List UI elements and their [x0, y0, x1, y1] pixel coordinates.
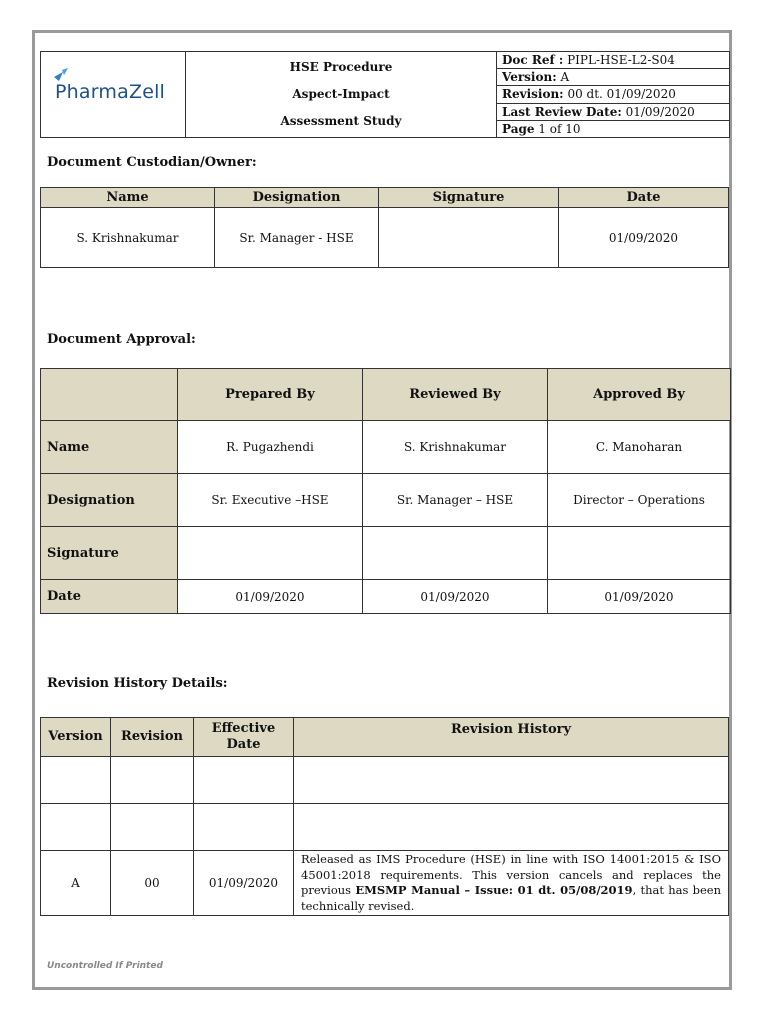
table-cell — [41, 804, 111, 851]
table-cell: S. Krishnakumar — [41, 208, 215, 268]
column-header: Effective Date — [194, 718, 294, 757]
approval-table — [40, 368, 731, 614]
table-cell: 00 — [111, 851, 194, 916]
logo-cell — [41, 52, 186, 138]
revision-table — [40, 717, 729, 916]
table-cell: R. Pugazhendi — [178, 421, 363, 474]
table-row — [41, 804, 729, 851]
table-cell — [178, 527, 363, 580]
custodian-heading: Document Custodian/Owner: — [47, 155, 257, 170]
column-header: Name — [41, 188, 215, 208]
column-header: Reviewed By — [363, 369, 548, 421]
table-row — [41, 527, 731, 580]
table-cell — [548, 527, 731, 580]
column-header: Prepared By — [178, 369, 363, 421]
document-title: HSE Procedure Aspect-Impact Assessment Study — [186, 52, 497, 138]
table-cell: 01/09/2020 — [548, 580, 731, 614]
doc-ref: Doc Ref : PIPL-HSE-L2-S04 — [497, 52, 730, 69]
table-row — [41, 851, 729, 916]
table-cell: 01/09/2020 — [194, 851, 294, 916]
page-number: Page 1 of 10 — [497, 120, 730, 137]
custodian-table — [40, 187, 729, 268]
version: Version: A — [497, 69, 730, 86]
approval-heading: Document Approval: — [47, 332, 196, 347]
column-header: Designation — [215, 188, 379, 208]
table-cell — [111, 804, 194, 851]
table-cell: C. Manoharan — [548, 421, 731, 474]
table-cell: 01/09/2020 — [363, 580, 548, 614]
row-header: Name — [41, 421, 178, 474]
column-header: Signature — [379, 188, 559, 208]
table-cell: S. Krishnakumar — [363, 421, 548, 474]
column-header — [41, 369, 178, 421]
column-header: Version — [41, 718, 111, 757]
revision-history-text: Released as IMS Procedure (HSE) in line with ISO 14001:2015 & ISO 45001:2018 requirements. This version cancels and replaces the previous EMSMP Manual – Issue: 01 dt. 05/08/2019, that has been technically revised. — [294, 851, 729, 916]
footer-note: Uncontrolled If Printed — [47, 961, 163, 971]
last-review-date: Last Review Date: 01/09/2020 — [497, 103, 730, 120]
table-cell — [194, 757, 294, 804]
table-cell — [294, 804, 729, 851]
column-header: Revision History — [294, 718, 729, 757]
table-cell — [379, 208, 559, 268]
table-cell: 01/09/2020 — [178, 580, 363, 614]
table-cell: Sr. Executive –HSE — [178, 474, 363, 527]
table-cell: A — [41, 851, 111, 916]
table-cell: Sr. Manager – HSE — [363, 474, 548, 527]
table-cell: Sr. Manager - HSE — [215, 208, 379, 268]
table-cell — [294, 757, 729, 804]
logo-text: PharmaZell — [55, 81, 166, 103]
column-header: Revision — [111, 718, 194, 757]
table-row — [41, 208, 729, 268]
row-header: Designation — [41, 474, 178, 527]
table-row — [41, 421, 731, 474]
row-header: Date — [41, 580, 178, 614]
revision-heading: Revision History Details: — [47, 676, 228, 691]
table-row — [41, 474, 731, 527]
revision: Revision: 00 dt. 01/09/2020 — [497, 86, 730, 103]
table-cell — [363, 527, 548, 580]
row-header: Signature — [41, 527, 178, 580]
table-cell — [194, 804, 294, 851]
table-cell — [111, 757, 194, 804]
table-cell: Director – Operations — [548, 474, 731, 527]
column-header: Date — [559, 188, 729, 208]
document-header — [40, 51, 730, 138]
table-row — [41, 580, 731, 614]
column-header: Approved By — [548, 369, 731, 421]
table-cell: 01/09/2020 — [559, 208, 729, 268]
table-row — [41, 757, 729, 804]
table-cell — [41, 757, 111, 804]
